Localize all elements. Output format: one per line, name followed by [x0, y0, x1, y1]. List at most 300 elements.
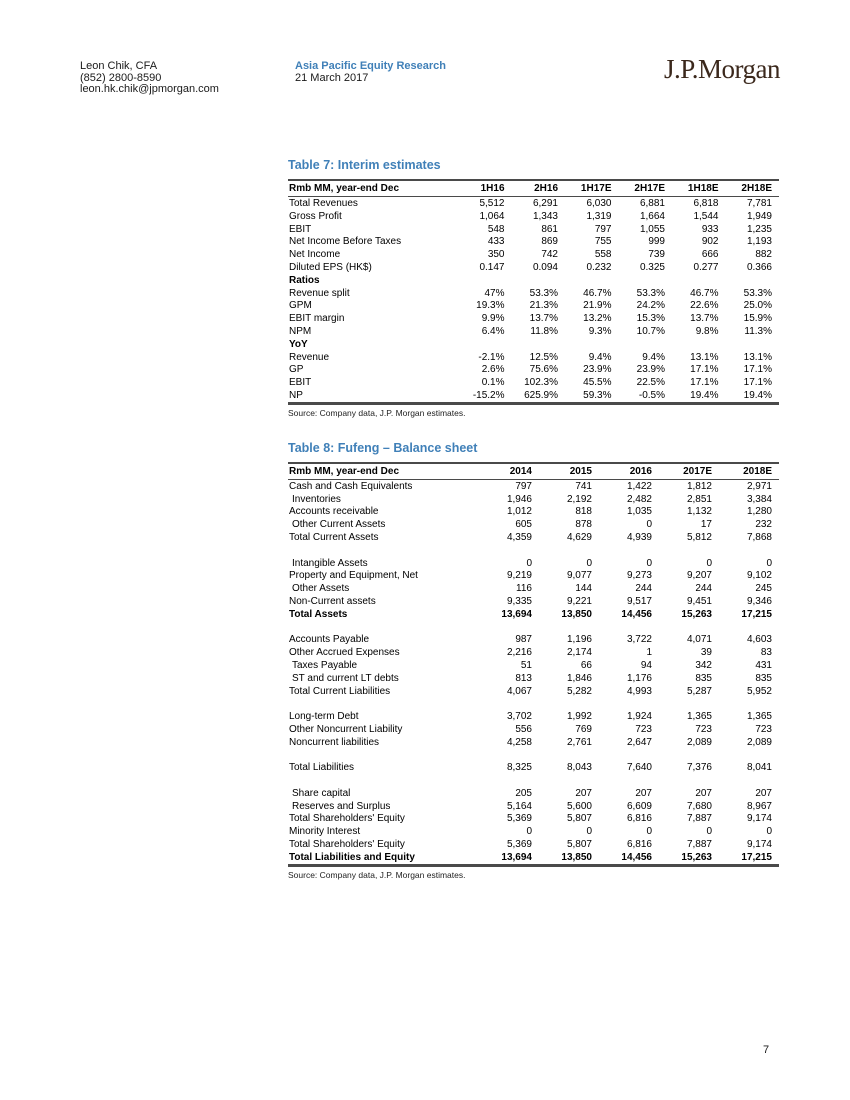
- cell-value: 1,064: [479, 210, 505, 222]
- table-row: [288, 274, 779, 287]
- cell-value: 53.3%: [636, 287, 665, 299]
- cell-value: 6,030: [586, 198, 612, 209]
- cell-value: 5,164: [506, 800, 532, 812]
- cell-value: 5,369: [506, 839, 532, 851]
- cell-value: 17: [700, 519, 712, 531]
- table-row: [288, 595, 779, 608]
- cell-value: [539, 748, 599, 761]
- table-row: [288, 287, 779, 300]
- cell-value: 244: [635, 583, 652, 595]
- cell-value: 0.366: [746, 261, 772, 273]
- cell-value: 0: [706, 826, 712, 838]
- table-row: [288, 363, 779, 376]
- cell-value: 9,273: [626, 570, 652, 582]
- cell-value: 0: [646, 519, 652, 531]
- row-label: GPM: [289, 300, 312, 312]
- cell-value: 244: [695, 583, 712, 595]
- cell-value: 1,544: [693, 210, 719, 222]
- cell-value: 769: [575, 723, 592, 735]
- table-row: [288, 761, 779, 774]
- cell-value: 5,369: [506, 813, 532, 825]
- table-row: [288, 351, 779, 364]
- table7-title: Table 7: Interim estimates: [288, 158, 441, 172]
- cell-value: [539, 621, 599, 634]
- row-label: Other Assets: [292, 583, 350, 595]
- cell-value: 4,071: [686, 634, 712, 646]
- cell-value: 5,282: [566, 685, 592, 697]
- table-row: [288, 376, 779, 389]
- table-row: [288, 223, 779, 236]
- cell-value: 7,376: [686, 762, 712, 774]
- cell-value: 2,761: [566, 736, 592, 748]
- table8-block: [288, 441, 779, 880]
- cell-value: [726, 274, 780, 287]
- cell-value: 741: [575, 480, 592, 492]
- row-label: Total Revenues: [289, 198, 358, 209]
- cell-value: 1,012: [506, 506, 532, 518]
- cell-value: 7,680: [686, 800, 712, 812]
- cell-value: 878: [575, 519, 592, 531]
- cell-value: 6,818: [693, 198, 719, 209]
- cell-value: 869: [541, 236, 558, 248]
- cell-value: 207: [755, 787, 772, 799]
- cell-value: 7,868: [746, 531, 772, 543]
- cell-value: 861: [541, 223, 558, 235]
- cell-value: 11.8%: [530, 325, 558, 337]
- cell-value: 9.8%: [695, 325, 719, 337]
- cell-value: 723: [695, 723, 712, 735]
- cell-value: 1,924: [626, 711, 652, 723]
- column-header: 2017E: [683, 465, 712, 477]
- row-label: Total Liabilities: [289, 762, 355, 774]
- row-label: [288, 748, 479, 761]
- row-label: Share capital: [292, 787, 351, 799]
- row-label: YoY: [289, 338, 308, 350]
- report-header: [295, 61, 446, 84]
- cell-value: 144: [575, 583, 592, 595]
- cell-value: 13.1%: [690, 351, 719, 363]
- cell-value: 3,722: [626, 634, 652, 646]
- cell-value: [599, 774, 659, 787]
- column-header: 2H16: [534, 183, 558, 194]
- cell-value: 17.1%: [690, 377, 719, 389]
- table-row: [288, 736, 779, 749]
- cell-value: 19.4%: [690, 389, 719, 401]
- row-label: [288, 774, 479, 787]
- cell-value: 15,263: [681, 851, 712, 863]
- cell-value: 556: [515, 723, 532, 735]
- cell-value: 0: [526, 557, 532, 569]
- table-row: [288, 646, 779, 659]
- cell-value: 818: [575, 506, 592, 518]
- column-header: 2H17E: [634, 183, 665, 194]
- cell-value: [599, 697, 659, 710]
- cell-value: 1: [646, 647, 652, 659]
- table-row: [288, 235, 779, 248]
- cell-value: 2.6%: [481, 364, 505, 376]
- cell-value: 13.2%: [583, 313, 612, 325]
- cell-value: 0.325: [639, 261, 665, 273]
- cell-value: 13,850: [561, 608, 592, 620]
- cell-value: 25.0%: [743, 300, 772, 312]
- row-label: ST and current LT debts: [292, 672, 399, 684]
- row-label: [288, 544, 479, 557]
- cell-value: [719, 774, 779, 787]
- cell-value: 1,365: [746, 711, 772, 723]
- cell-value: 835: [695, 672, 712, 684]
- row-label: Other Accrued Expenses: [289, 647, 400, 659]
- cell-value: 207: [575, 787, 592, 799]
- cell-value: 9.4%: [642, 351, 665, 363]
- table-row: [288, 710, 779, 723]
- row-label: EBIT: [289, 377, 312, 389]
- cell-value: -2.1%: [478, 351, 505, 363]
- analyst-phone: (852) 2800-8590: [80, 71, 162, 84]
- cell-value: 2,851: [686, 493, 712, 505]
- cell-value: 13,694: [501, 851, 532, 863]
- cell-value: 1,946: [506, 493, 532, 505]
- column-header: 2018E: [743, 465, 772, 477]
- cell-value: 4,258: [506, 736, 532, 748]
- table-row: [288, 197, 779, 210]
- cell-value: 24.2%: [636, 300, 665, 312]
- cell-value: [659, 748, 719, 761]
- table-row: [288, 723, 779, 736]
- cell-value: 19.4%: [743, 389, 772, 401]
- header-row: [288, 180, 779, 197]
- cell-value: 17.1%: [690, 364, 719, 376]
- cell-value: [565, 274, 619, 287]
- cell-value: [479, 544, 539, 557]
- cell-value: 5,512: [479, 198, 505, 209]
- cell-value: 47%: [484, 287, 505, 299]
- cell-value: 116: [516, 583, 532, 595]
- table-row: [288, 261, 779, 274]
- table-row: [288, 338, 779, 351]
- cell-value: 1,055: [639, 223, 665, 235]
- cell-value: 0: [526, 826, 532, 838]
- cell-value: 75.6%: [529, 364, 558, 376]
- cell-value: 53.3%: [529, 287, 558, 299]
- cell-value: 13.7%: [529, 313, 558, 325]
- cell-value: 4,359: [506, 531, 532, 543]
- cell-value: 9,451: [686, 595, 712, 607]
- cell-value: 9,219: [506, 570, 532, 582]
- row-label: Minority Interest: [289, 826, 361, 838]
- column-header: 1H16: [480, 183, 505, 194]
- table-row: [288, 325, 779, 338]
- cell-value: [458, 274, 512, 287]
- cell-value: 9,335: [506, 595, 532, 607]
- cell-value: 1,343: [532, 210, 558, 222]
- table-row: [288, 248, 779, 261]
- row-label: [288, 621, 479, 634]
- column-header: 2016: [629, 465, 652, 477]
- cell-value: [539, 544, 599, 557]
- cell-value: 9,174: [746, 813, 772, 825]
- cell-value: [599, 544, 659, 557]
- cell-value: 625.9%: [524, 389, 558, 401]
- row-label: Inventories: [292, 493, 341, 505]
- row-label: Total Shareholders' Equity: [289, 813, 405, 825]
- column-header: 1H18E: [687, 183, 719, 194]
- cell-value: 0: [586, 826, 592, 838]
- cell-value: 6,291: [532, 198, 558, 209]
- row-label: Gross Profit: [289, 210, 342, 222]
- cell-value: 739: [648, 249, 665, 261]
- cell-value: 6,816: [626, 839, 652, 851]
- cell-value: 66: [580, 659, 592, 671]
- cell-value: 13.1%: [743, 351, 772, 363]
- row-label: Cash and Cash Equivalents: [289, 480, 413, 492]
- analyst-name: Leon Chik, CFA: [80, 60, 158, 72]
- cell-value: 207: [695, 787, 712, 799]
- cell-value: 11.3%: [744, 325, 772, 337]
- table-row: [288, 312, 779, 325]
- cell-value: 8,325: [506, 762, 532, 774]
- cell-value: 17,215: [741, 608, 772, 620]
- row-label: Total Current Liabilities: [289, 685, 391, 697]
- cell-value: 2,192: [566, 493, 592, 505]
- cell-value: 9,207: [686, 570, 712, 582]
- row-label: Accounts receivable: [289, 506, 379, 518]
- cell-value: 723: [755, 723, 772, 735]
- table7-block: [288, 158, 779, 418]
- cell-value: 0: [646, 557, 652, 569]
- cell-value: 0: [766, 557, 772, 569]
- cell-value: 1,949: [746, 210, 772, 222]
- cell-value: 245: [755, 583, 772, 595]
- main-content: [288, 158, 779, 880]
- row-label: Revenue split: [289, 287, 350, 299]
- cell-value: [539, 697, 599, 710]
- row-label: EBIT margin: [289, 313, 345, 325]
- cell-value: 13,850: [561, 851, 592, 863]
- cell-value: 987: [515, 634, 532, 646]
- cell-value: 1,365: [686, 711, 712, 723]
- cell-value: 3,702: [506, 711, 532, 723]
- cell-value: 1,035: [626, 506, 652, 518]
- cell-value: 15.3%: [636, 313, 665, 325]
- cell-value: 2,216: [506, 647, 532, 659]
- table-row: [288, 633, 779, 646]
- cell-value: 0: [766, 826, 772, 838]
- row-label: Total Assets: [289, 608, 348, 620]
- cell-value: 7,887: [686, 839, 712, 851]
- division-title: Asia Pacific Equity Research: [295, 60, 447, 72]
- cell-value: 5,287: [686, 685, 712, 697]
- row-label: Other Noncurrent Liability: [289, 723, 403, 735]
- table-row: [288, 621, 779, 634]
- cell-value: 7,781: [746, 198, 772, 209]
- cell-value: 17,215: [741, 851, 772, 863]
- cell-value: 0: [586, 557, 592, 569]
- cell-value: 0.1%: [481, 377, 505, 389]
- row-label: Intangible Assets: [292, 557, 368, 569]
- cell-value: 2,089: [746, 736, 772, 748]
- table-row: [288, 210, 779, 223]
- cell-value: 742: [541, 249, 558, 261]
- cell-value: 17.1%: [743, 377, 772, 389]
- cell-value: 53.3%: [743, 287, 772, 299]
- cell-value: 7,887: [686, 813, 712, 825]
- cell-value: 0.094: [532, 261, 558, 273]
- cell-value: 21.3%: [529, 300, 558, 312]
- cell-value: 21.9%: [583, 300, 612, 312]
- table-row: [288, 389, 779, 403]
- cell-value: 45.5%: [583, 377, 612, 389]
- header-row: [288, 463, 779, 480]
- table-row: [288, 838, 779, 851]
- row-label: GP: [289, 364, 304, 376]
- cell-value: [719, 697, 779, 710]
- row-label: Diluted EPS (HK$): [289, 261, 372, 273]
- cell-value: 9.9%: [481, 313, 505, 325]
- cell-value: 4,067: [506, 685, 532, 697]
- cell-value: 1,846: [566, 672, 592, 684]
- row-label: EBIT: [289, 223, 312, 235]
- cell-value: 1,992: [566, 711, 592, 723]
- cell-value: 23.9%: [583, 364, 612, 376]
- cell-value: 13,694: [501, 608, 532, 620]
- cell-value: 4,993: [626, 685, 652, 697]
- cell-value: 102.3%: [524, 377, 558, 389]
- cell-value: [479, 748, 539, 761]
- cell-value: [719, 748, 779, 761]
- jpmorgan-logo: J.P.Morgan: [664, 54, 781, 84]
- cell-value: 22.5%: [636, 377, 665, 389]
- cell-value: 2,174: [566, 647, 592, 659]
- cell-value: 1,132: [686, 506, 712, 518]
- cell-value: 46.7%: [690, 287, 719, 299]
- page-number: 7: [763, 1044, 770, 1056]
- cell-value: 232: [755, 519, 772, 531]
- cell-value: 1,196: [566, 634, 592, 646]
- cell-value: [659, 621, 719, 634]
- cell-value: 14,456: [621, 851, 652, 863]
- cell-value: 5,600: [566, 800, 592, 812]
- table-row: [288, 608, 779, 621]
- cell-value: 10.7%: [636, 325, 665, 337]
- cell-value: 5,807: [566, 813, 592, 825]
- cell-value: 0: [706, 557, 712, 569]
- interim-estimates-table: [288, 179, 779, 405]
- cell-value: 7,640: [626, 762, 652, 774]
- cell-value: [479, 774, 539, 787]
- row-label: NPM: [289, 325, 312, 337]
- cell-value: 797: [515, 480, 532, 492]
- column-header: Rmb MM, year-end Dec: [289, 465, 400, 477]
- cell-value: 15,263: [681, 608, 712, 620]
- table-row: [288, 531, 779, 544]
- cell-value: 902: [701, 236, 719, 248]
- cell-value: [719, 621, 779, 634]
- row-label: Total Liabilities and Equity: [289, 851, 415, 863]
- cell-value: 51: [520, 659, 532, 671]
- cell-value: 83: [760, 647, 772, 659]
- cell-value: [726, 338, 780, 351]
- table-row: [288, 851, 779, 865]
- cell-value: [479, 621, 539, 634]
- cell-value: 207: [635, 787, 652, 799]
- row-label: Noncurrent liabilities: [289, 736, 380, 748]
- column-header: 2014: [509, 465, 532, 477]
- table7-source: Source: Company data, J.P. Morgan estimates.: [288, 407, 466, 418]
- cell-value: 8,043: [566, 762, 592, 774]
- cell-value: [672, 338, 726, 351]
- table-row: [288, 825, 779, 838]
- balance-sheet-table: [288, 462, 779, 867]
- cell-value: 9,174: [746, 839, 772, 851]
- cell-value: 1,664: [639, 210, 665, 222]
- table-row: [288, 672, 779, 685]
- row-label: Net Income Before Taxes: [289, 236, 402, 248]
- table-row: [288, 697, 779, 710]
- cell-value: 1,422: [626, 480, 652, 492]
- cell-value: 6.4%: [481, 325, 505, 337]
- cell-value: [599, 748, 659, 761]
- cell-value: 9.4%: [588, 351, 612, 363]
- cell-value: 666: [701, 249, 719, 261]
- cell-value: 0.277: [693, 261, 719, 273]
- cell-value: 5,812: [686, 531, 712, 543]
- cell-value: 813: [515, 672, 532, 684]
- cell-value: 605: [515, 519, 532, 531]
- cell-value: [539, 774, 599, 787]
- cell-value: 6,881: [639, 198, 665, 209]
- row-label: Property and Equipment, Net: [289, 570, 418, 582]
- cell-value: 1,235: [746, 223, 772, 235]
- cell-value: 1,812: [686, 480, 712, 492]
- cell-value: 2,482: [626, 493, 652, 505]
- table-row: [288, 685, 779, 698]
- table-row: [288, 493, 779, 506]
- cell-value: 22.6%: [690, 300, 719, 312]
- cell-value: 6,609: [626, 800, 652, 812]
- cell-value: 4,629: [566, 531, 592, 543]
- table-row: [288, 569, 779, 582]
- row-label: Other Current Assets: [292, 519, 386, 531]
- table-row: [288, 505, 779, 518]
- cell-value: 9,221: [566, 595, 592, 607]
- cell-value: 1,280: [746, 506, 772, 518]
- cell-value: 342: [695, 659, 712, 671]
- cell-value: 5,807: [566, 839, 592, 851]
- column-header: 1H17E: [580, 183, 612, 194]
- cell-value: [659, 697, 719, 710]
- cell-value: 933: [701, 223, 719, 235]
- cell-value: 4,939: [626, 531, 652, 543]
- cell-value: 205: [515, 787, 532, 799]
- row-label: Reserves and Surplus: [292, 800, 391, 812]
- cell-value: 5,952: [746, 685, 772, 697]
- cell-value: 3,384: [746, 493, 772, 505]
- row-label: Ratios: [289, 274, 320, 286]
- table-row: [288, 812, 779, 825]
- cell-value: [719, 544, 779, 557]
- analyst-email: leon.hk.chik@jpmorgan.com: [80, 83, 219, 96]
- cell-value: [599, 621, 659, 634]
- table-row: [288, 582, 779, 595]
- cell-value: 17.1%: [743, 364, 772, 376]
- cell-value: 9,346: [746, 595, 772, 607]
- cell-value: 431: [755, 659, 772, 671]
- cell-value: 6,816: [626, 813, 652, 825]
- report-date: 21 March 2017: [295, 71, 369, 84]
- table-row: [288, 518, 779, 531]
- cell-value: 558: [594, 249, 612, 261]
- cell-value: 8,967: [746, 800, 772, 812]
